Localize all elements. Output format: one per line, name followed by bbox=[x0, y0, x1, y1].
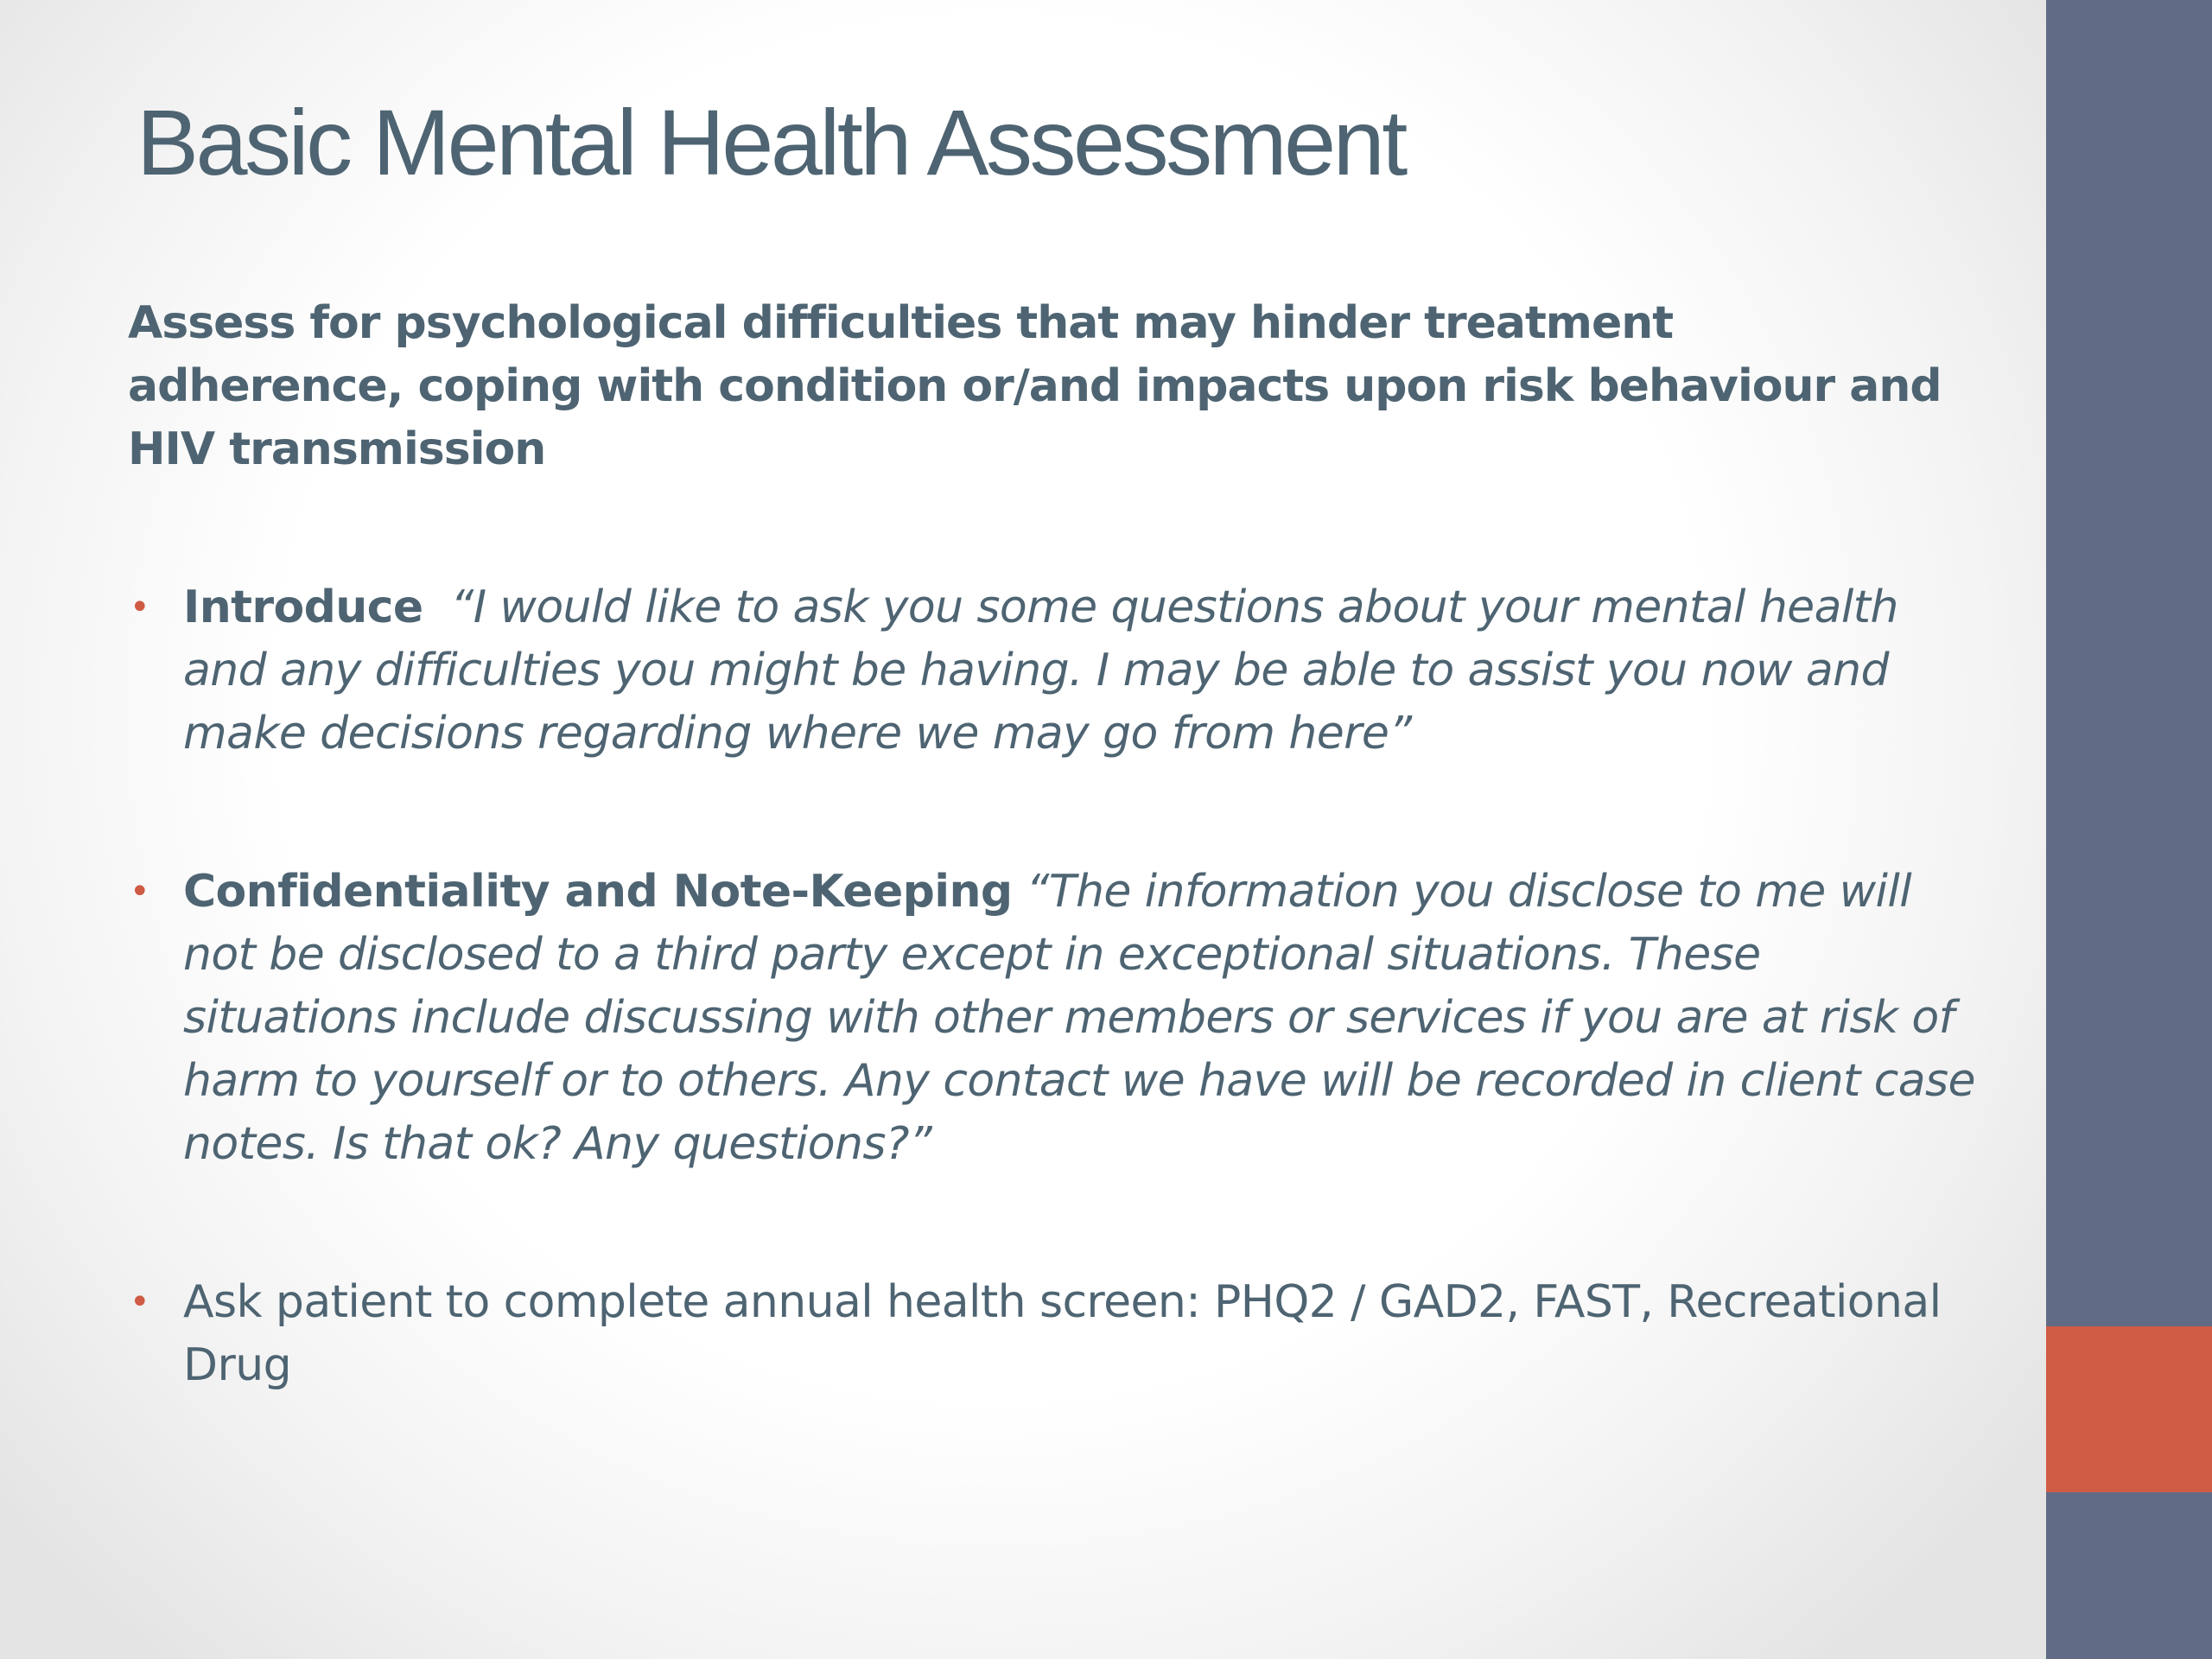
bullet-text: Ask patient to complete annual health screen: PHQ2 / GAD2, FAST, Recreational Drug bbox=[183, 1276, 1942, 1391]
bullet-confidentiality bbox=[128, 861, 1977, 1176]
slide-title: Basic Mental Health Assessment bbox=[137, 90, 1405, 194]
bullet-introduce bbox=[128, 576, 1977, 766]
bullet-term: Confidentiality and Note-Keeping bbox=[183, 866, 1013, 918]
slide-content bbox=[128, 292, 1977, 1397]
bullet-marker-icon: • bbox=[130, 588, 149, 627]
bullet-quote: “The information you disclose to me will not be disclosed to a third party except in exceptional situations. These situations include discussing with other members or services if you are at risk of harm to yourself or to others. Any contact we have will be recorded in client case notes. Is that ok? Any questions?” bbox=[183, 866, 1975, 1170]
bullet-quote: “I would like to ask you some questions about your mental health and any difficulties you might be having. I may be able to assist you now and make decisions regarding where we may go from here” bbox=[183, 582, 1898, 760]
bullet-term: Introduce bbox=[183, 582, 423, 633]
bullet-health-screen bbox=[128, 1271, 1977, 1397]
sidebar-accent-block bbox=[2046, 1326, 2212, 1492]
lead-paragraph: Assess for psychological difficulties that may hinder treatment adherence, coping with condition or/and impacts upon risk behaviour and HIV transmission bbox=[128, 297, 1942, 475]
bullet-marker-icon: • bbox=[130, 872, 149, 912]
bullet-marker-icon: • bbox=[130, 1282, 149, 1322]
